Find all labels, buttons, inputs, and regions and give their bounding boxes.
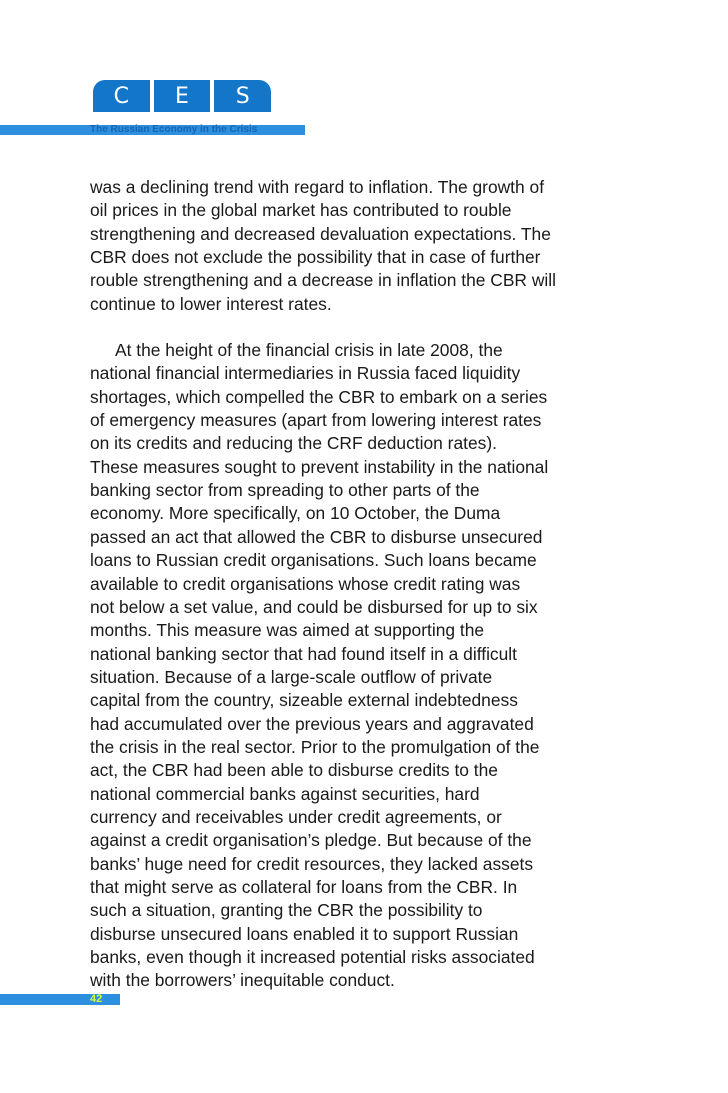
body-text: [90, 176, 630, 993]
page-number: 42: [90, 993, 103, 1005]
logo-letter-c: C: [93, 80, 150, 112]
paragraph-1: was a declining trend with regard to inflation. The growth of oil prices in the global market has contributed to rouble strengthening and decreased devaluation expectations. The CBR does not exclude the possibility that in case of further rouble strengthening and a decrease in inflation the CBR will continue to lower interest rates.: [90, 177, 556, 314]
paragraph-2: At the height of the financial crisis in late 2008, the national financial intermediaries in Russia faced liquidity shortages, which compelled the CBR to embark on a series of emergency measures (apart from lowering interest rates on its credits and reducing the CRF deduction rates). These measures sought to prevent instability in the national banking sector from spreading to other parts of the economy. More specifically, on 10 October, the Duma passed an act that allowed the CBR to disburse unsecured loans to Russian credit organisations. Such loans became available to credit organisations whose credit rating was not below a set value, and could be disbursed for up to six months. This measure was aimed at supporting the national banking sector that had found itself in a difficult situation. Because of a large-scale outflow of private capital from the country, sizeable external indebtedness had accumulated over the previous years and aggravated the crisis in the real sector. Prior to the promulgation of the act, the CBR had been able to disburse credits to the national commercial banks against securities, hard currency and receivables under credit agreements, or against a credit organisation’s pledge. But because of the banks’ huge need for credit resources, they lacked assets that might serve as collateral for loans from the CBR. In such a situation, granting the CBR the possibility to disburse unsecured loans enabled it to support Russian banks, even though it increased potential risks associated with the borrowers’ inequitable conduct.: [90, 340, 549, 991]
logo-letter-s: S: [210, 80, 271, 112]
ces-logo: [93, 80, 271, 112]
logo-letter-e: E: [150, 80, 211, 112]
publication-subtitle: The Russian Economy in the Crisis: [90, 124, 258, 135]
